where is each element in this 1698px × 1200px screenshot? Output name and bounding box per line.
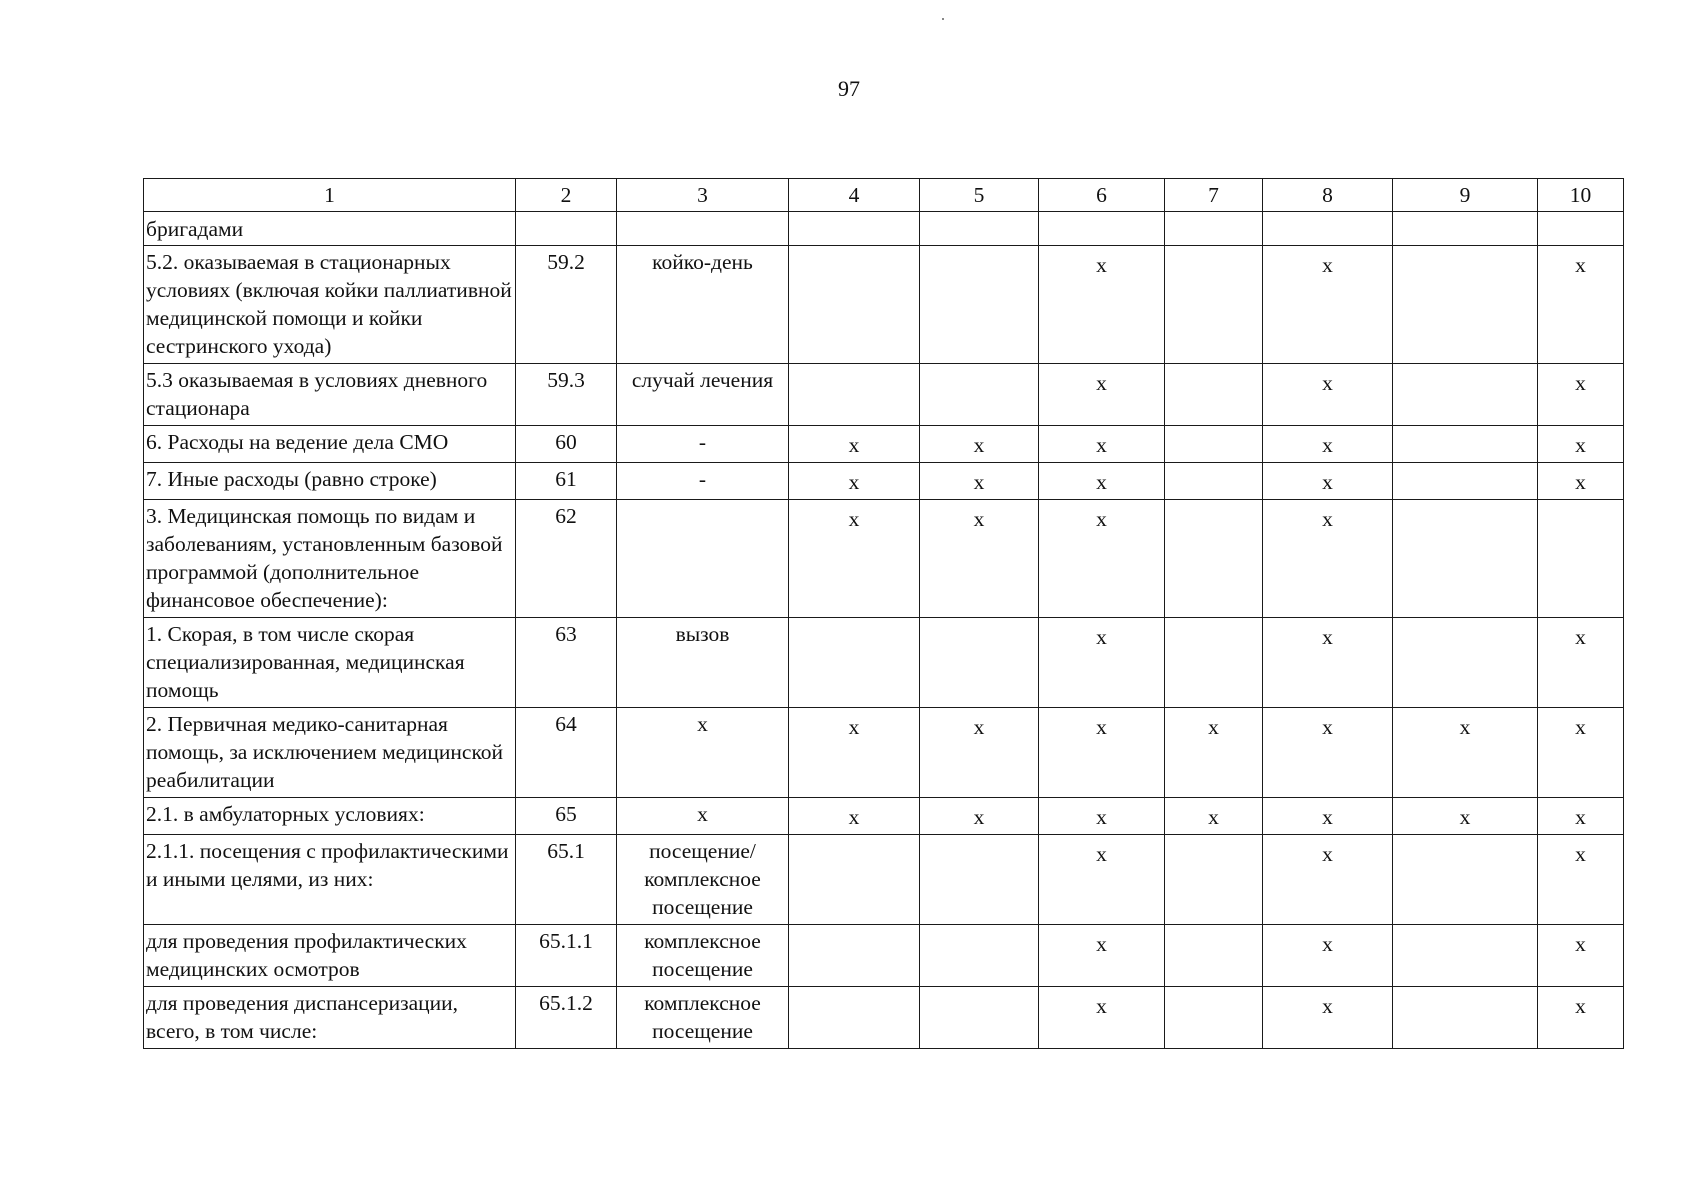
col8-cell: x <box>1263 618 1393 708</box>
col9-cell: x <box>1393 798 1538 835</box>
col10-cell: x <box>1538 925 1624 987</box>
col4-cell <box>789 618 920 708</box>
col10-cell: x <box>1538 246 1624 364</box>
table-row <box>144 798 1624 835</box>
col10-cell: x <box>1538 463 1624 500</box>
row-unit-cell: комплексное посещение <box>617 925 789 987</box>
col7-cell <box>1165 925 1263 987</box>
col4-cell: x <box>789 798 920 835</box>
col7-cell <box>1165 246 1263 364</box>
col6-cell: x <box>1039 925 1165 987</box>
col8-cell: x <box>1263 364 1393 426</box>
row-name-cell: 5.3 оказываемая в условиях дневного стационара <box>144 364 516 426</box>
header-col-9: 9 <box>1393 179 1538 212</box>
row-code-cell: 63 <box>516 618 617 708</box>
row-unit-cell: - <box>617 463 789 500</box>
header-col-8: 8 <box>1263 179 1393 212</box>
col4-cell <box>789 364 920 426</box>
row-name-cell: 5.2. оказываемая в стационарных условиях (включая койки паллиативной медицинской помощи и койки сестринского ухода) <box>144 246 516 364</box>
col9-cell <box>1393 212 1538 246</box>
table-row <box>144 987 1624 1049</box>
col5-cell <box>920 987 1039 1049</box>
header-col-6: 6 <box>1039 179 1165 212</box>
col4-cell <box>789 212 920 246</box>
row-unit-cell: - <box>617 426 789 463</box>
col9-cell <box>1393 925 1538 987</box>
col6-cell: x <box>1039 798 1165 835</box>
col10-cell: x <box>1538 426 1624 463</box>
col4-cell: x <box>789 708 920 798</box>
col5-cell: x <box>920 798 1039 835</box>
col8-cell: x <box>1263 835 1393 925</box>
table-row <box>144 500 1624 618</box>
header-col-1: 1 <box>144 179 516 212</box>
row-unit-cell: койко-день <box>617 246 789 364</box>
col5-cell: x <box>920 463 1039 500</box>
col10-cell <box>1538 212 1624 246</box>
col9-cell <box>1393 835 1538 925</box>
row-unit-cell: x <box>617 798 789 835</box>
table-row <box>144 463 1624 500</box>
col9-cell <box>1393 987 1538 1049</box>
table-header <box>144 179 1624 212</box>
row-name-cell: 2. Первичная медико-санитарная помощь, за исключением медицинской реабилитации <box>144 708 516 798</box>
row-name-cell: 2.1. в амбулаторных условиях: <box>144 798 516 835</box>
col5-cell: x <box>920 708 1039 798</box>
col7-cell <box>1165 618 1263 708</box>
col7-cell <box>1165 212 1263 246</box>
row-code-cell: 61 <box>516 463 617 500</box>
col4-cell: x <box>789 500 920 618</box>
col7-cell <box>1165 364 1263 426</box>
row-code-cell: 64 <box>516 708 617 798</box>
col4-cell <box>789 925 920 987</box>
scan-speck <box>942 18 944 20</box>
row-code-cell: 62 <box>516 500 617 618</box>
row-unit-cell <box>617 500 789 618</box>
col10-cell: x <box>1538 987 1624 1049</box>
header-col-10: 10 <box>1538 179 1624 212</box>
col7-cell <box>1165 500 1263 618</box>
header-col-3: 3 <box>617 179 789 212</box>
row-name-cell: 6. Расходы на ведение дела СМО <box>144 426 516 463</box>
col5-cell <box>920 835 1039 925</box>
col5-cell <box>920 925 1039 987</box>
table-row <box>144 426 1624 463</box>
col8-cell: x <box>1263 463 1393 500</box>
col9-cell <box>1393 364 1538 426</box>
row-code-cell: 60 <box>516 426 617 463</box>
row-code-cell: 65.1 <box>516 835 617 925</box>
row-name-cell: для проведения диспансеризации, всего, в том числе: <box>144 987 516 1049</box>
row-name-cell: для проведения профилактических медицинских осмотров <box>144 925 516 987</box>
table-body <box>144 212 1624 1049</box>
col6-cell: x <box>1039 246 1165 364</box>
col6-cell: x <box>1039 835 1165 925</box>
row-name-cell: бригадами <box>144 212 516 246</box>
col10-cell: x <box>1538 798 1624 835</box>
table-row <box>144 364 1624 426</box>
header-col-2: 2 <box>516 179 617 212</box>
col4-cell <box>789 246 920 364</box>
row-name-cell: 1. Скорая, в том числе скорая специализированная, медицинская помощь <box>144 618 516 708</box>
row-name-cell: 7. Иные расходы (равно строке) <box>144 463 516 500</box>
col10-cell <box>1538 500 1624 618</box>
row-name-cell: 2.1.1. посещения с профилактическими и иными целями, из них: <box>144 835 516 925</box>
col6-cell <box>1039 212 1165 246</box>
col6-cell: x <box>1039 618 1165 708</box>
row-code-cell: 65 <box>516 798 617 835</box>
col4-cell <box>789 987 920 1049</box>
page-number: 97 <box>838 76 860 101</box>
col10-cell: x <box>1538 708 1624 798</box>
col9-cell: x <box>1393 708 1538 798</box>
col6-cell: x <box>1039 987 1165 1049</box>
row-unit-cell <box>617 212 789 246</box>
col7-cell <box>1165 426 1263 463</box>
header-col-4: 4 <box>789 179 920 212</box>
row-unit-cell: x <box>617 708 789 798</box>
col5-cell <box>920 246 1039 364</box>
col7-cell <box>1165 987 1263 1049</box>
col8-cell: x <box>1263 426 1393 463</box>
col6-cell: x <box>1039 364 1165 426</box>
col4-cell: x <box>789 426 920 463</box>
table-row <box>144 925 1624 987</box>
row-unit-cell: вызов <box>617 618 789 708</box>
col8-cell: x <box>1263 500 1393 618</box>
col5-cell <box>920 618 1039 708</box>
col6-cell: x <box>1039 708 1165 798</box>
col7-cell <box>1165 463 1263 500</box>
col4-cell: x <box>789 463 920 500</box>
col5-cell <box>920 364 1039 426</box>
col8-cell: x <box>1263 798 1393 835</box>
table-row <box>144 246 1624 364</box>
row-code-cell: 59.2 <box>516 246 617 364</box>
col6-cell: x <box>1039 463 1165 500</box>
col6-cell: x <box>1039 500 1165 618</box>
header-row <box>144 179 1624 212</box>
col7-cell: x <box>1165 708 1263 798</box>
col7-cell: x <box>1165 798 1263 835</box>
header-col-7: 7 <box>1165 179 1263 212</box>
table-row <box>144 708 1624 798</box>
col8-cell: x <box>1263 246 1393 364</box>
col4-cell <box>789 835 920 925</box>
data-table <box>143 178 1624 1049</box>
col5-cell: x <box>920 426 1039 463</box>
col9-cell <box>1393 500 1538 618</box>
col7-cell <box>1165 835 1263 925</box>
col9-cell <box>1393 463 1538 500</box>
row-code-cell: 65.1.2 <box>516 987 617 1049</box>
row-unit-cell: посещение/ комплексное посещение <box>617 835 789 925</box>
row-unit-cell: случай лечения <box>617 364 789 426</box>
col10-cell: x <box>1538 618 1624 708</box>
row-name-cell: 3. Медицинская помощь по видам и заболеваниям, установленным базовой программой (дополнительное финансовое обеспечение): <box>144 500 516 618</box>
table-row <box>144 618 1624 708</box>
row-code-cell: 65.1.1 <box>516 925 617 987</box>
col9-cell <box>1393 618 1538 708</box>
row-code-cell <box>516 212 617 246</box>
table-row <box>144 835 1624 925</box>
row-unit-cell: комплексное посещение <box>617 987 789 1049</box>
col8-cell: x <box>1263 925 1393 987</box>
col9-cell <box>1393 426 1538 463</box>
col5-cell: x <box>920 500 1039 618</box>
col8-cell: x <box>1263 987 1393 1049</box>
table-row <box>144 212 1624 246</box>
col10-cell: x <box>1538 364 1624 426</box>
col6-cell: x <box>1039 426 1165 463</box>
col8-cell: x <box>1263 708 1393 798</box>
col9-cell <box>1393 246 1538 364</box>
col5-cell <box>920 212 1039 246</box>
col10-cell: x <box>1538 835 1624 925</box>
row-code-cell: 59.3 <box>516 364 617 426</box>
col8-cell <box>1263 212 1393 246</box>
header-col-5: 5 <box>920 179 1039 212</box>
